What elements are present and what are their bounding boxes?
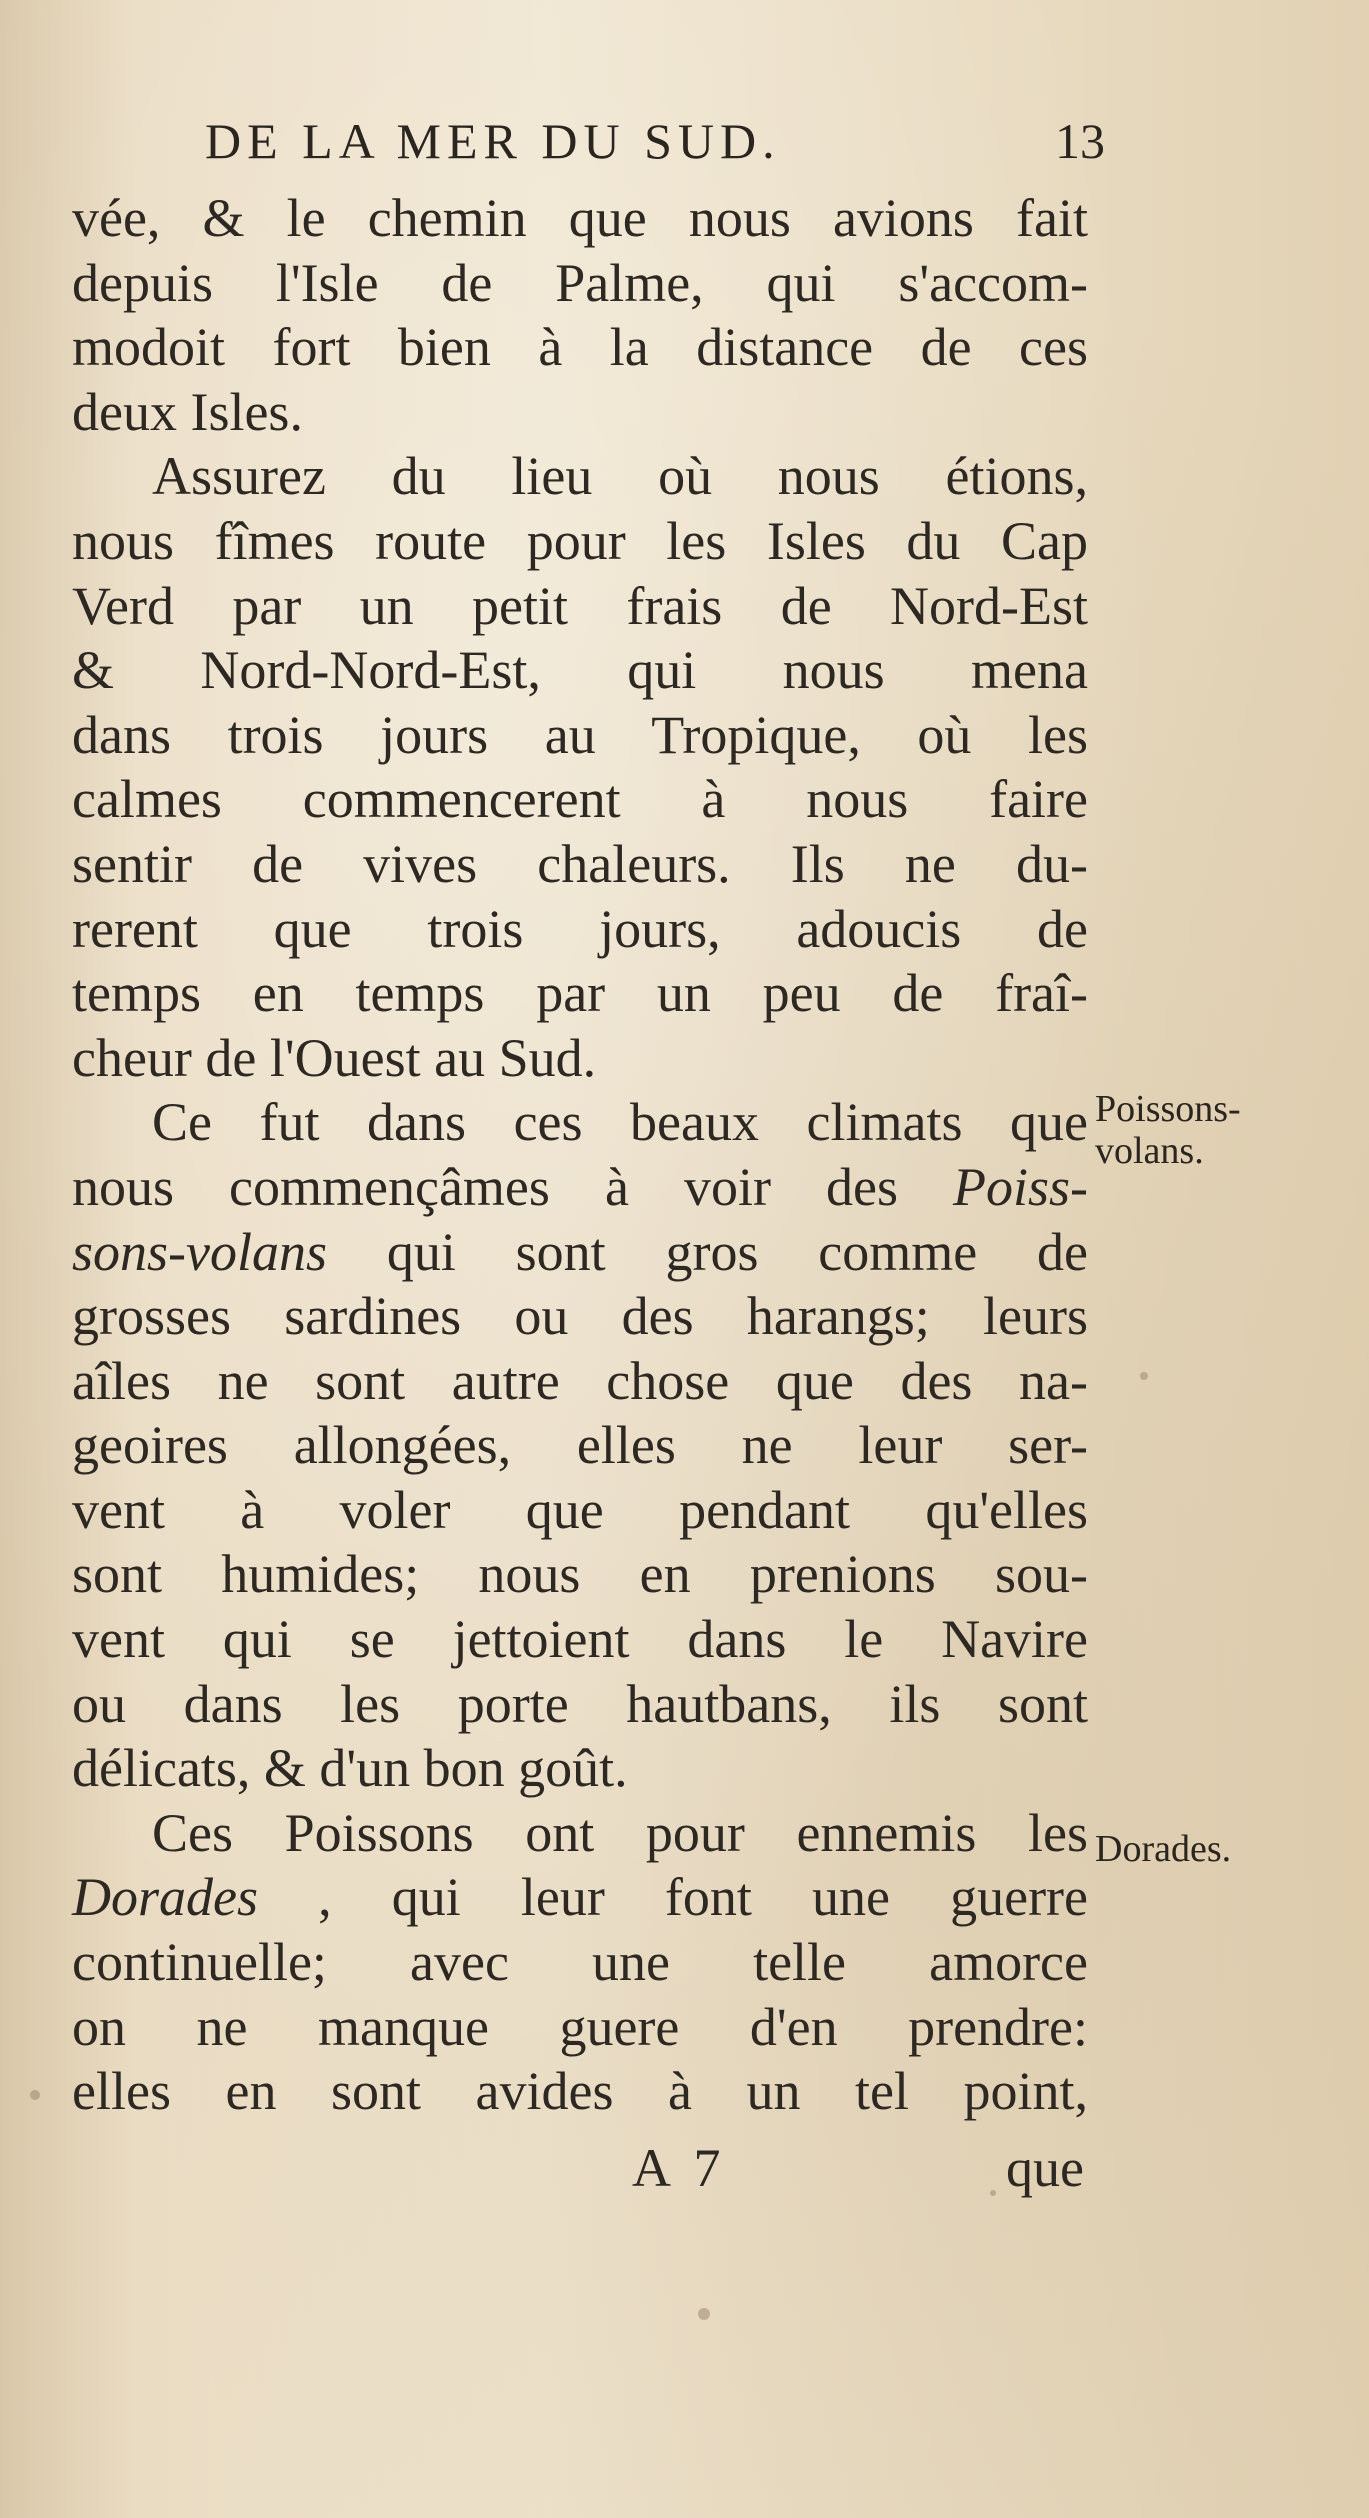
- text-line: [72, 1155, 1088, 1220]
- text-line: ou dans les porte hautbans, ils sont: [72, 1673, 1088, 1734]
- margin-note-poissons-volans: [1095, 1088, 1241, 1172]
- catchword: que: [1006, 2138, 1084, 2198]
- text-segment: , qui leur font une guerre: [318, 1867, 1089, 1928]
- text-line: [72, 1865, 1088, 1930]
- text-line: sentir de vives chaleurs. Ils ne du-: [72, 833, 1088, 894]
- paper-spot: [30, 2090, 40, 2100]
- text-line: vent à voler que pendant qu'elles: [72, 1479, 1088, 1540]
- page-header: [205, 112, 1105, 182]
- text-segment: nous commençâmes à voir des: [72, 1156, 898, 1217]
- italic-term: sons-volans: [72, 1221, 327, 1282]
- text-line: Ces Poissons ont pour ennemis les: [152, 1802, 1088, 1863]
- text-line: dans trois jours au Tropique, où les: [72, 704, 1088, 765]
- margin-note-line: volans.: [1095, 1130, 1204, 1172]
- body-text: [72, 186, 1088, 2124]
- text-line: [72, 1220, 1088, 1285]
- margin-note-dorades: [1095, 1828, 1231, 1870]
- paper-spot: [698, 2308, 710, 2320]
- page-number: 13: [1055, 113, 1105, 169]
- margin-note-line: Poissons-: [1095, 1088, 1241, 1130]
- running-head: DE LA MER DU SUD.: [205, 113, 781, 169]
- text-line: sont humides; nous en prenions sou-: [72, 1544, 1088, 1605]
- text-segment: qui sont gros comme de: [386, 1221, 1088, 1282]
- text-line: continuelle; avec une telle amorce: [72, 1932, 1088, 1993]
- text-line: vent qui se jettoient dans le Navire: [72, 1609, 1088, 1670]
- italic-term: Dorades: [72, 1867, 258, 1928]
- text-line: depuis l'Isle de Palme, qui s'accom-: [72, 252, 1088, 313]
- text-line: modoit fort bien à la distance de ces: [72, 317, 1088, 378]
- text-line: rerent que trois jours, adoucis de: [72, 898, 1088, 959]
- text-line: Assurez du lieu où nous étions,: [152, 446, 1088, 507]
- text-line: on ne manque guere d'en prendre:: [72, 1996, 1088, 2057]
- text-line: nous fîmes route pour les Isles du Cap: [72, 510, 1088, 571]
- text-line: Verd par un petit frais de Nord-Est: [72, 575, 1088, 636]
- text-line: temps en temps par un peu de fraî-: [72, 963, 1088, 1024]
- text-line: geoires allongées, elles ne leur ser-: [72, 1415, 1088, 1476]
- page-footer: [72, 2137, 1088, 2207]
- text-line: calmes commencerent à nous faire: [72, 769, 1088, 830]
- text-line: elles en sont avides à un tel point,: [72, 2061, 1088, 2122]
- text-line: vée, & le chemin que nous avions fait: [72, 188, 1088, 248]
- text-line: délicats, & d'un bon goût.: [72, 1738, 628, 1799]
- paper-spot: [1140, 1372, 1148, 1380]
- text-line: aîles ne sont autre chose que des na-: [72, 1350, 1088, 1411]
- text-line: deux Isles.: [72, 381, 303, 442]
- text-line: grosses sardines ou des harangs; leurs: [72, 1286, 1088, 1347]
- text-line: Ce fut dans ces beaux climats que: [152, 1092, 1088, 1153]
- margin-note-line: Dorades.: [1095, 1828, 1232, 1870]
- signature-mark: A 7: [632, 2138, 727, 2198]
- italic-term: Poiss-: [953, 1156, 1089, 1217]
- text-line: cheur de l'Ouest au Sud.: [72, 1027, 597, 1088]
- text-line: & Nord-Nord-Est, qui nous mena: [72, 640, 1088, 701]
